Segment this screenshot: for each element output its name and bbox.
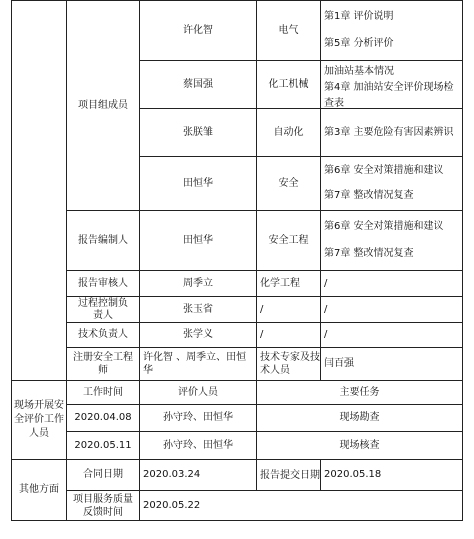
report-reviewer-specialty [257, 271, 320, 296]
chapter-item: 第7章 整改情况复查 [324, 248, 414, 260]
field-work-header-time [67, 381, 139, 404]
report-reviewer-label [67, 271, 139, 296]
process-controller-specialty-text: / [260, 303, 264, 315]
report-date-label [257, 460, 320, 490]
safety-engineer-names [140, 348, 256, 380]
technical-lead-label [67, 323, 139, 347]
other-label [12, 460, 66, 520]
process-controller-name-text: 张玉省 [183, 303, 213, 315]
report-date-value-text: 2020.05.18 [324, 469, 382, 480]
report-writer-chapters [321, 211, 462, 270]
member-name-text: 张朕雏 [183, 126, 213, 138]
safety-engineer-label-text: 注册安全工程师 [73, 352, 133, 376]
member-name-text: 许化智 [183, 24, 213, 36]
report-writer-name-text: 田恒华 [183, 234, 213, 246]
feedback-label [67, 491, 139, 520]
report-reviewer-label-text: 报告审核人 [78, 277, 128, 289]
field-work-time-text: 2020.04.08 [74, 412, 132, 423]
member-name [140, 1, 256, 60]
safety-engineer-experts [321, 348, 462, 380]
report-writer-label-text: 报告编制人 [78, 234, 128, 246]
members-group-label-text: 项目组成员 [78, 99, 128, 111]
member-specialty-text: 化工机械 [268, 78, 309, 90]
member-chapters [321, 109, 462, 156]
safety-engineer-experts-text: 闫百强 [324, 358, 354, 369]
field-work-time [67, 405, 139, 431]
safety-engineer-specialty-text: 技术专家及技术人员 [260, 352, 320, 376]
technical-lead-note [321, 323, 462, 347]
report-reviewer-name-text: 周季立 [183, 277, 213, 289]
member-name [140, 61, 256, 108]
report-date-label-text: 报告提交日期 [260, 469, 320, 481]
field-work-time [67, 432, 139, 459]
technical-lead-specialty-text: / [260, 329, 264, 340]
field-work-staff [140, 432, 256, 459]
member-name [140, 157, 256, 210]
field-work-task-text: 现场核查 [339, 439, 380, 451]
technical-lead-specialty [257, 323, 320, 347]
technical-lead-name-text: 张学义 [183, 329, 213, 340]
technical-lead-name [140, 323, 256, 347]
member-specialty [257, 157, 320, 210]
member-specialty-text: 电气 [278, 24, 299, 36]
chapter-item: 第4章 加油站安全评价现场检查表 [324, 82, 454, 109]
field-work-staff [140, 405, 256, 431]
member-specialty-text: 自动化 [273, 126, 304, 138]
field-work-staff-text: 孙守玲、田恒华 [163, 439, 233, 451]
contract-date-value-text: 2020.03.24 [143, 469, 201, 480]
report-reviewer-specialty-text: 化学工程 [260, 277, 300, 289]
members-group-label [67, 1, 139, 210]
report-reviewer-note [321, 271, 462, 296]
feedback-date-value-text: 2020.05.22 [143, 499, 201, 511]
report-date-value [321, 460, 462, 490]
member-specialty-text: 安全 [278, 177, 299, 189]
field-work-task [257, 432, 462, 459]
member-specialty [257, 1, 320, 60]
field-work-header-staff [140, 381, 256, 404]
contract-date-value [140, 460, 256, 490]
field-work-task-text: 现场勘查 [339, 412, 380, 423]
report-writer-specialty-text: 安全工程 [268, 234, 309, 246]
technical-lead-label-text: 技术负责人 [78, 329, 128, 340]
chapter-item: 加油站基本情况 [324, 66, 394, 77]
field-work-task [257, 405, 462, 431]
technical-lead-note-text: / [324, 329, 328, 340]
member-chapters [321, 157, 462, 210]
feedback-label-text: 项目服务质量反馈时间 [73, 493, 133, 518]
process-controller-note [321, 297, 462, 322]
member-chapters [321, 1, 462, 60]
field-work-label-text: 现场开展安全评价工作人员 [14, 400, 64, 439]
member-name-text: 蔡国强 [183, 78, 213, 90]
chapter-item: 第3章 主要危险有害因素辨识 [324, 126, 454, 138]
member-specialty [257, 109, 320, 156]
process-controller-specialty [257, 297, 320, 322]
report-reviewer-name [140, 271, 256, 296]
contract-date-label [67, 460, 139, 490]
field-work-staff-text: 孙守玲、田恒华 [163, 412, 233, 423]
member-name-text: 田恒华 [183, 177, 213, 189]
member-specialty [257, 61, 320, 108]
process-controller-note-text: / [324, 303, 328, 315]
field-work-header-task-text: 主要任务 [339, 386, 380, 398]
process-controller-name [140, 297, 256, 322]
process-controller-label [67, 297, 139, 322]
report-writer-label [67, 211, 139, 270]
report-writer-specialty [257, 211, 320, 270]
report-reviewer-note-text: / [324, 277, 328, 289]
chapter-item: 第7章 整改情况复查 [324, 189, 414, 201]
safety-engineer-label [67, 348, 139, 380]
field-work-header-staff-text: 评价人员 [178, 386, 218, 398]
member-chapters [321, 61, 462, 108]
field-work-header-time-text: 工作时间 [83, 386, 123, 398]
feedback-date-value [140, 491, 462, 520]
chapter-item: 第5章 分析评价 [324, 38, 394, 50]
field-work-time-text: 2020.05.11 [74, 439, 132, 451]
member-name [140, 109, 256, 156]
safety-engineer-specialty [257, 348, 320, 380]
chapter-item: 第6章 安全对策措施和建议 [324, 220, 444, 232]
safety-engineer-names-text: 许化智 、周季立、田恒华 [143, 352, 247, 376]
field-work-label [12, 381, 66, 459]
report-writer-name [140, 211, 256, 270]
field-work-header-task [257, 381, 462, 404]
chapter-item: 第6章 安全对策措施和建议 [324, 165, 444, 177]
contract-date-label-text: 合同日期 [83, 469, 123, 480]
other-label-text: 其他方面 [19, 484, 59, 495]
process-controller-label-text: 过程控制负责人 [78, 297, 128, 321]
chapter-item: 第1章 评价说明 [324, 10, 394, 22]
